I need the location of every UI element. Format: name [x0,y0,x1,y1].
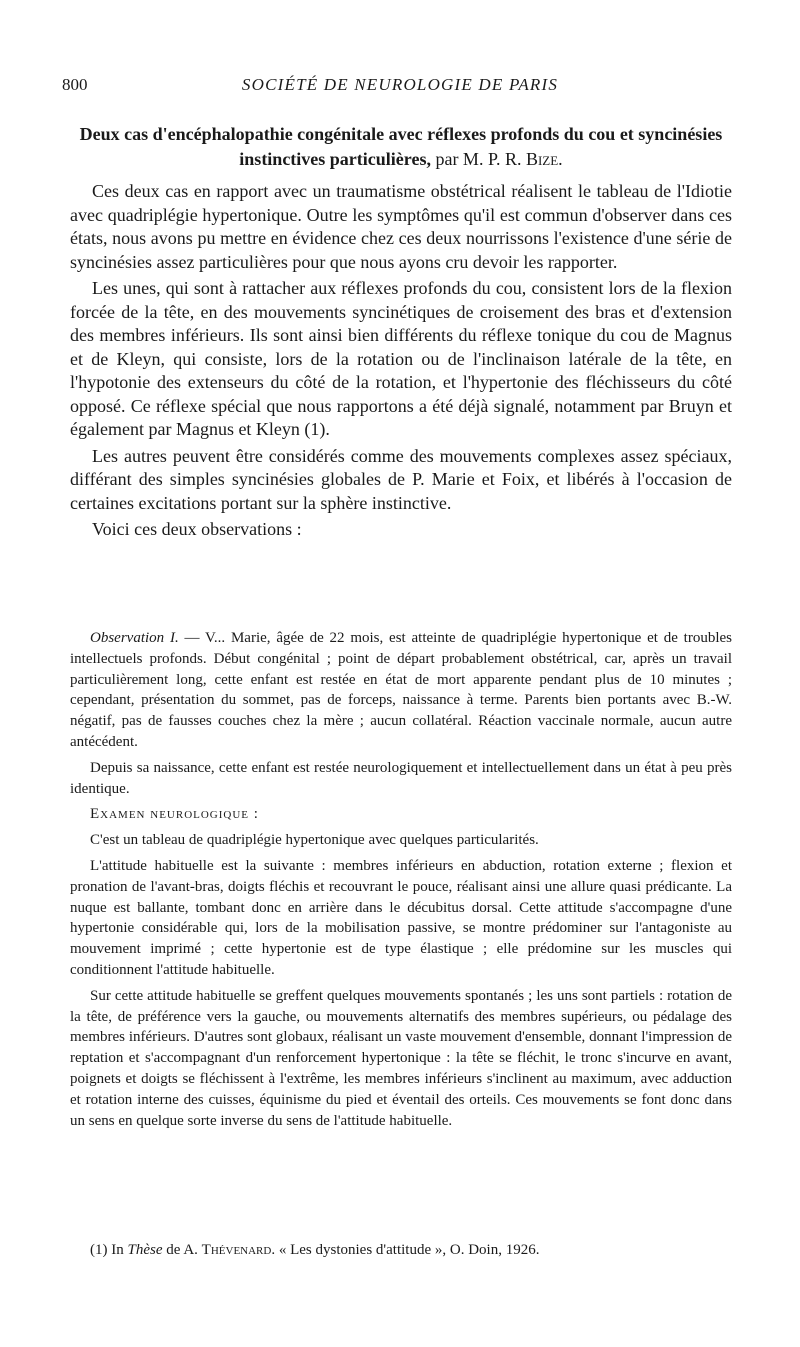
paragraph: Les autres peuvent être considérés comme des mouvements complexes assez spéciaux, différant des simples syncinésies globales de P. Marie et Foix, et libérés à l'occasion de certaines excitations portant sur la sphère instinctive. [70,445,732,513]
paragraph: Ces deux cas en rapport avec un traumatisme obstétrical réalisent le tableau de l'Idiotie avec quadriplégie hypertonique. Outre les symptômes qu'il est commun d'observer dans ces états, nous avons pu mettre en évidence chez ces deux nourrissons l'existence d'une série de syncinésies assez particulières pour que nous ayons cru devoir les rapporter. [70,181,732,272]
footnote-marker: (1) In [90,1242,124,1258]
running-title: SOCIÉTÉ DE NEUROLOGIE DE PARIS [241,75,559,94]
observation-section [70,628,732,1136]
observation-paragraph: L'attitude habituelle est la suivante : membres inférieurs en abduction, rotation externe ; flexion et pronation de l'avant-bras, doigts fléchis et recouvrant le pouce, réalisant ainsi une allure quasi prédicante. La nuque est ballante, tombant donc en arrière dans le décubitus dorsal. Cette attitude s'accompagne d'une hypertonie considérable qui, lors de la mobilisation passive, se montre prédominer sur l'antagoniste au mouvement imprimé ; cette hypertonie est de type élastique ; elle prédomine sur les muscles qui conditionnent l'attitude habituelle. [70,857,732,978]
author-prefix: par M. P. R. [435,149,522,169]
paragraph: Les unes, qui sont à rattacher aux réflexes profonds du cou, consistent lors de la flexion forcée de la tête, en des mouvements syncinétiques de croisement des bras et d'extension des membres inférieurs. Ils sont ainsi bien différents du réflexe tonique du cou de Magnus et de Kleyn, qui consiste, lors de la rotation ou de l'inclinaison latérale de la tête, en l'hypotonie des extenseurs du côté de la rotation, et l'hypertonie des fléchisseurs du côté opposé. Ce réflexe spécial que nous rapportons a été déjà signalé, notamment par Bruyn et également par Magnus et Kleyn (1). [70,278,732,439]
article-title [70,122,732,172]
footnote-author: Thévenard. [201,1242,276,1258]
exam-heading: Examen neurologique : [90,806,259,823]
observation-text: — V... Marie, âgée de 22 mois, est atteinte de quadriplégie hypertonique et de troubles intellectuels profonds. Début congénital ; point de départ probablement obstétrical, car, après un travail particulièrement long, cette enfant est restée en état de mort apparente pendant plus de 10 minutes ; cependant, présentation du sommet, pas de forceps, naissance à terme. Parents bien portants avec B.-W. négatif, pas de fausses couches chez la mère ; aucun collatéral. Réaction vaccinale normale, aucun autre antécédent. [70,630,732,750]
observation-paragraph: Sur cette attitude habituelle se greffent quelques mouvements spontanés ; les uns sont partiels : rotation de la tête, de préférence vers la gauche, ou mouvements alternatifs des membres supérieurs, ou pédalage des membres inférieurs. D'autres sont globaux, réalisant un vaste mouvement d'ensemble, donnant l'impression de reptation et s'accompagnant d'un renforcement hypertonique : la tête se fléchit, le tronc s'incurve en avant, poignets et doigts se fléchissent à l'extrême, les membres inférieurs s'inclinent au maximum, avec adduction et rotation interne des cuisses, équinisme du pied et éventail des orteils. Ces mouvements se font donc dans un sens en quelque sorte inverse du sens de l'attitude habituelle. [70,987,732,1129]
footnote-middle: de A. [166,1242,198,1258]
footnote [70,1240,732,1260]
observation-label: Observation I. [90,630,179,646]
author-name: Bize. [525,149,563,169]
observation-paragraph: C'est un tableau de quadriplégie hypertonique avec quelques particularités. [90,832,539,849]
page-header [62,75,738,99]
page-number: 800 [62,75,88,94]
author-line [435,149,562,169]
main-text [70,180,732,545]
paragraph: Voici ces deux observations : [92,519,302,539]
footnote-work: Thèse [127,1242,163,1258]
observation-paragraph: Depuis sa naissance, cette enfant est restée neurologiquement et intellectuellement dans un état à peu près identique. [70,759,732,797]
article-title-text: Deux cas d'encéphalopathie congénitale avec réflexes profonds du cou et syncinésies instinctives particulières, [79,124,723,169]
footnote-rest: « Les dystonies d'attitude », O. Doin, 1926. [278,1242,540,1258]
observation-paragraph [70,628,732,753]
